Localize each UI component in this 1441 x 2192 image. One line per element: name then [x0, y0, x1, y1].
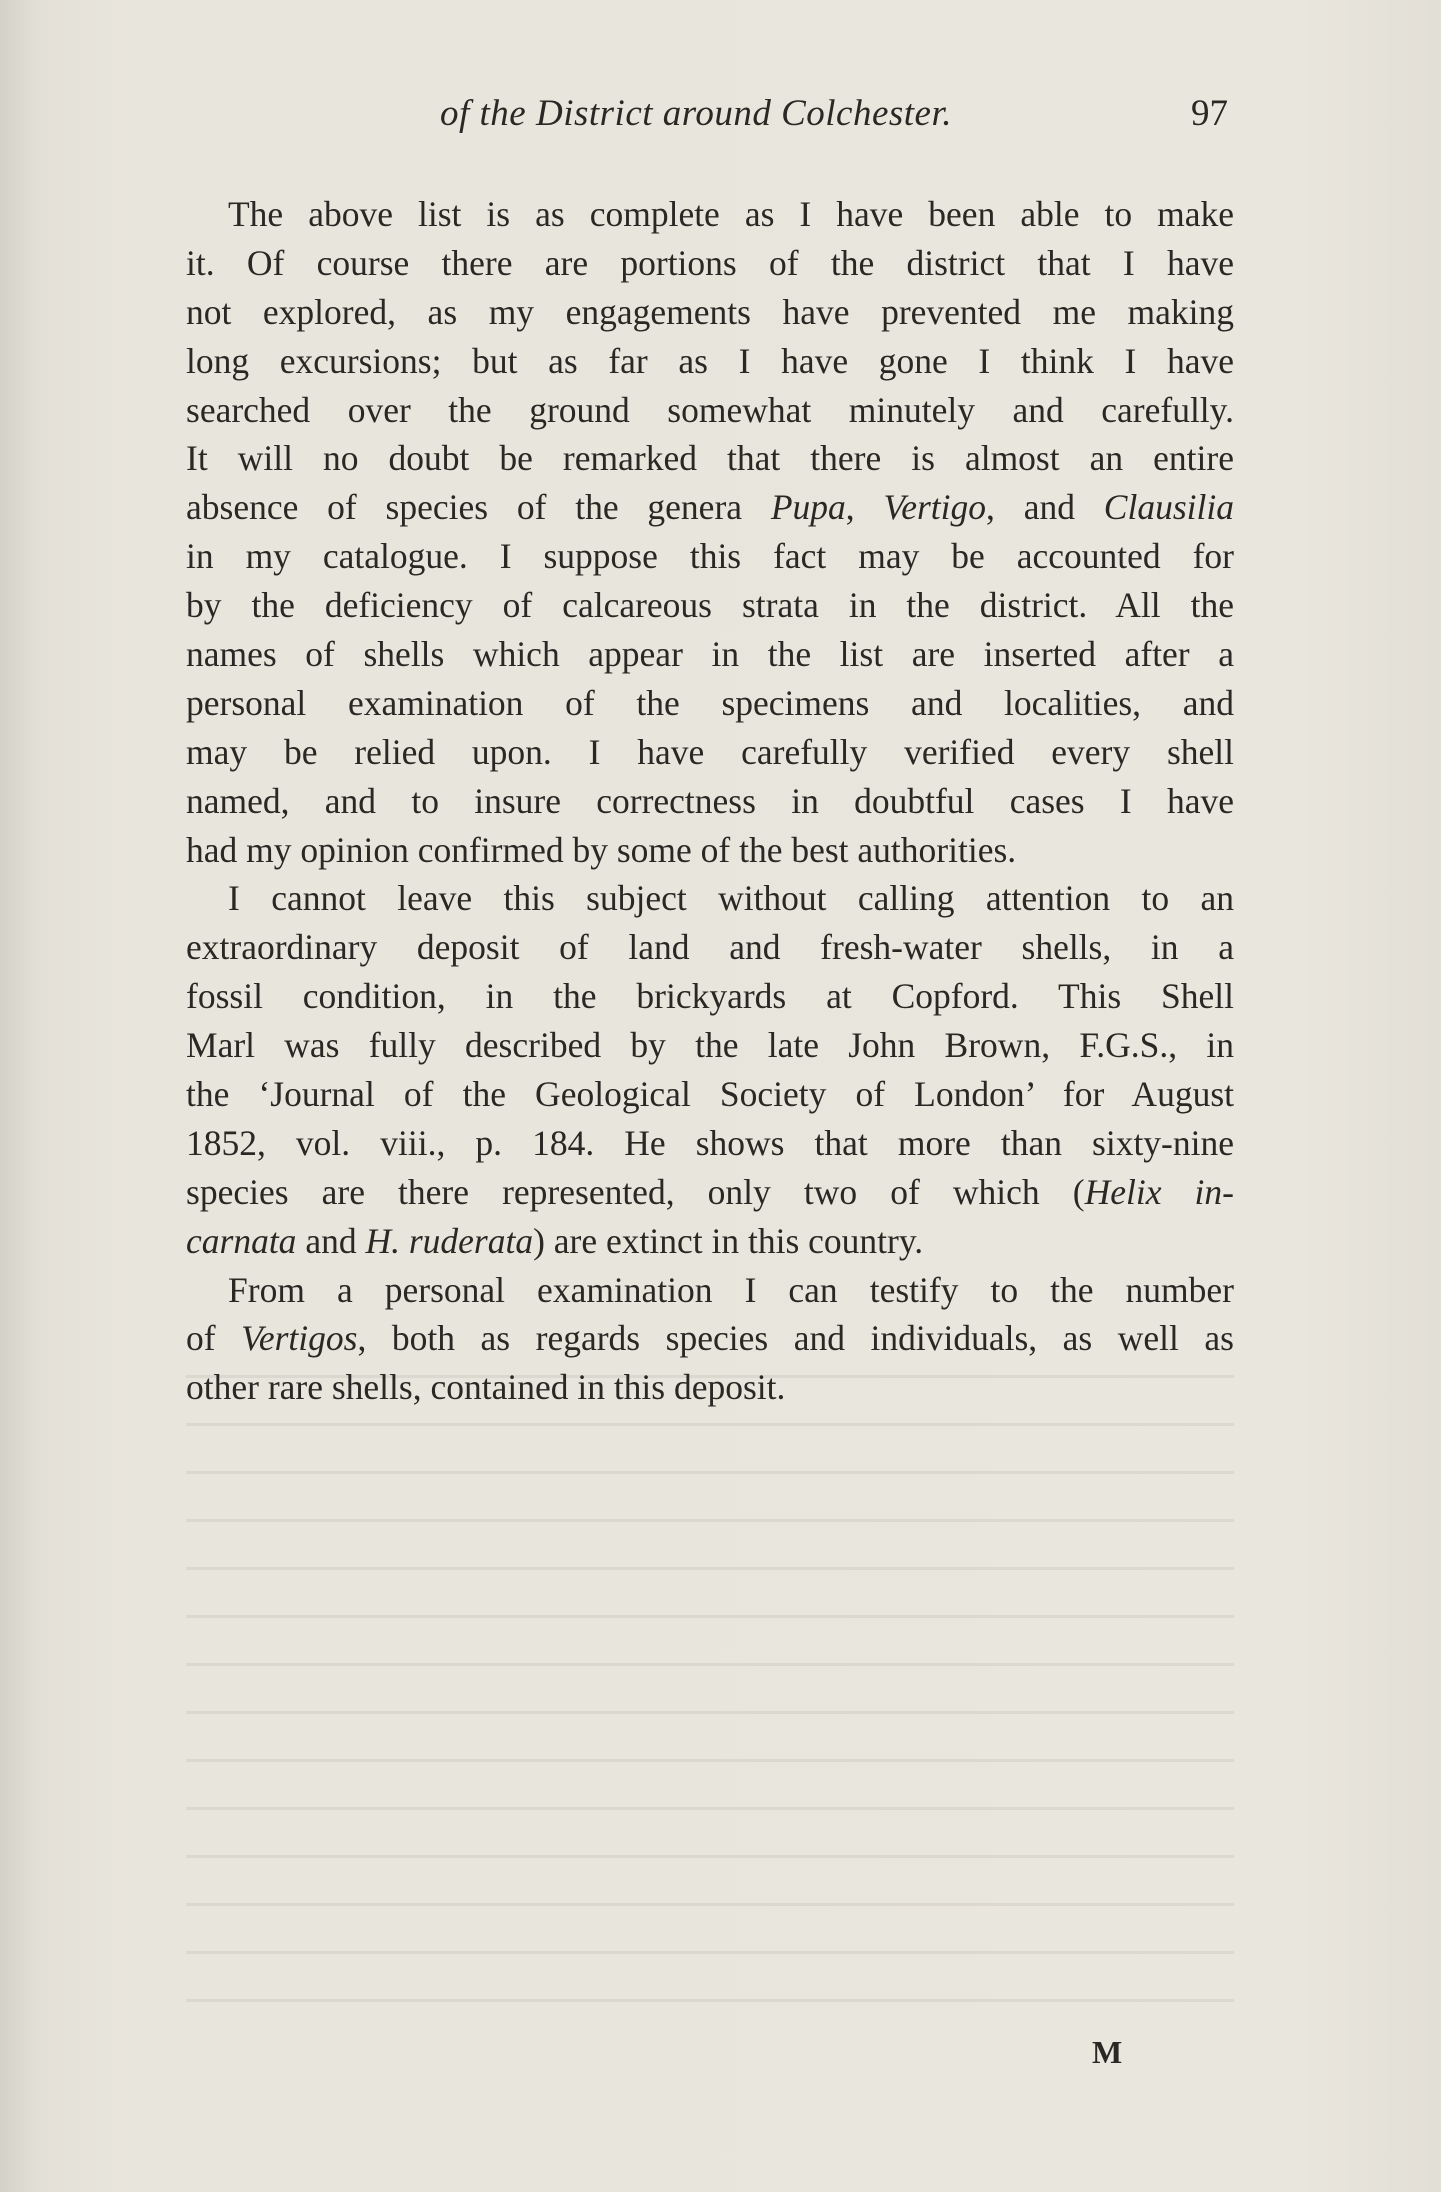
text-line: I cannot leave this subject without calling attention to an [228, 878, 1234, 919]
text-line: named, and to insure correctness in doubtful cases I have [186, 780, 1234, 821]
text-line: personal examination of the specimens and localities, and [186, 682, 1234, 723]
text-line: it. Of course there are portions of the district that I have [186, 242, 1234, 283]
body-text [186, 190, 1234, 1412]
signature-mark: M [1092, 2034, 1124, 2070]
text-line: long excursions; but as far as I have gone I think I have [186, 340, 1234, 381]
text-line: searched over the ground somewhat minutely and carefully. [186, 389, 1234, 430]
show-through-texture [186, 1345, 1234, 2045]
text-line: the ‘Journal of the Geological Society of London’ for August [186, 1074, 1234, 1115]
text-line: names of shells which appear in the list are inserted after a [186, 634, 1234, 675]
paragraph-1 [186, 190, 1234, 874]
text-line: It will no doubt be remarked that there is almost an entire [186, 438, 1234, 479]
text-line: had my opinion confirmed by some of the best authorities. [186, 829, 1017, 870]
text-line: of Vertigos, both as regards species and individuals, as well as [186, 1318, 1234, 1359]
text-line: not explored, as my engagements have prevented me making [186, 291, 1234, 332]
text-line: species are there represented, only two of which (Helix in- [186, 1171, 1234, 1212]
text-line: extraordinary deposit of land and fresh-water shells, in a [186, 927, 1234, 968]
text-line: carnata and H. ruderata) are extinct in this country. [186, 1220, 924, 1261]
text-line: by the deficiency of calcareous strata in the district. All the [186, 585, 1234, 626]
text-line: Marl was fully described by the late John Brown, F.G.S., in [186, 1025, 1234, 1066]
page-header [186, 92, 1234, 144]
paragraph-3 [186, 1266, 1234, 1413]
text-line: From a personal examination I can testify to the number [228, 1269, 1234, 1310]
text-line: may be relied upon. I have carefully verified every shell [186, 731, 1234, 772]
text-line: other rare shells, contained in this deposit. [186, 1367, 786, 1408]
running-head: of the District around Colchester. [440, 93, 953, 134]
text-line: absence of species of the genera Pupa, Vertigo, and Clausilia [186, 487, 1234, 528]
page-number: 97 [1191, 93, 1228, 134]
text-line: 1852, vol. viii., p. 184. He shows that more than sixty-nine [186, 1122, 1234, 1163]
paragraph-2 [186, 874, 1234, 1265]
text-line: The above list is as complete as I have been able to make [228, 194, 1234, 234]
text-line: fossil condition, in the brickyards at Copford. This Shell [186, 976, 1234, 1017]
text-line: in my catalogue. I suppose this fact may be accounted for [186, 536, 1234, 577]
